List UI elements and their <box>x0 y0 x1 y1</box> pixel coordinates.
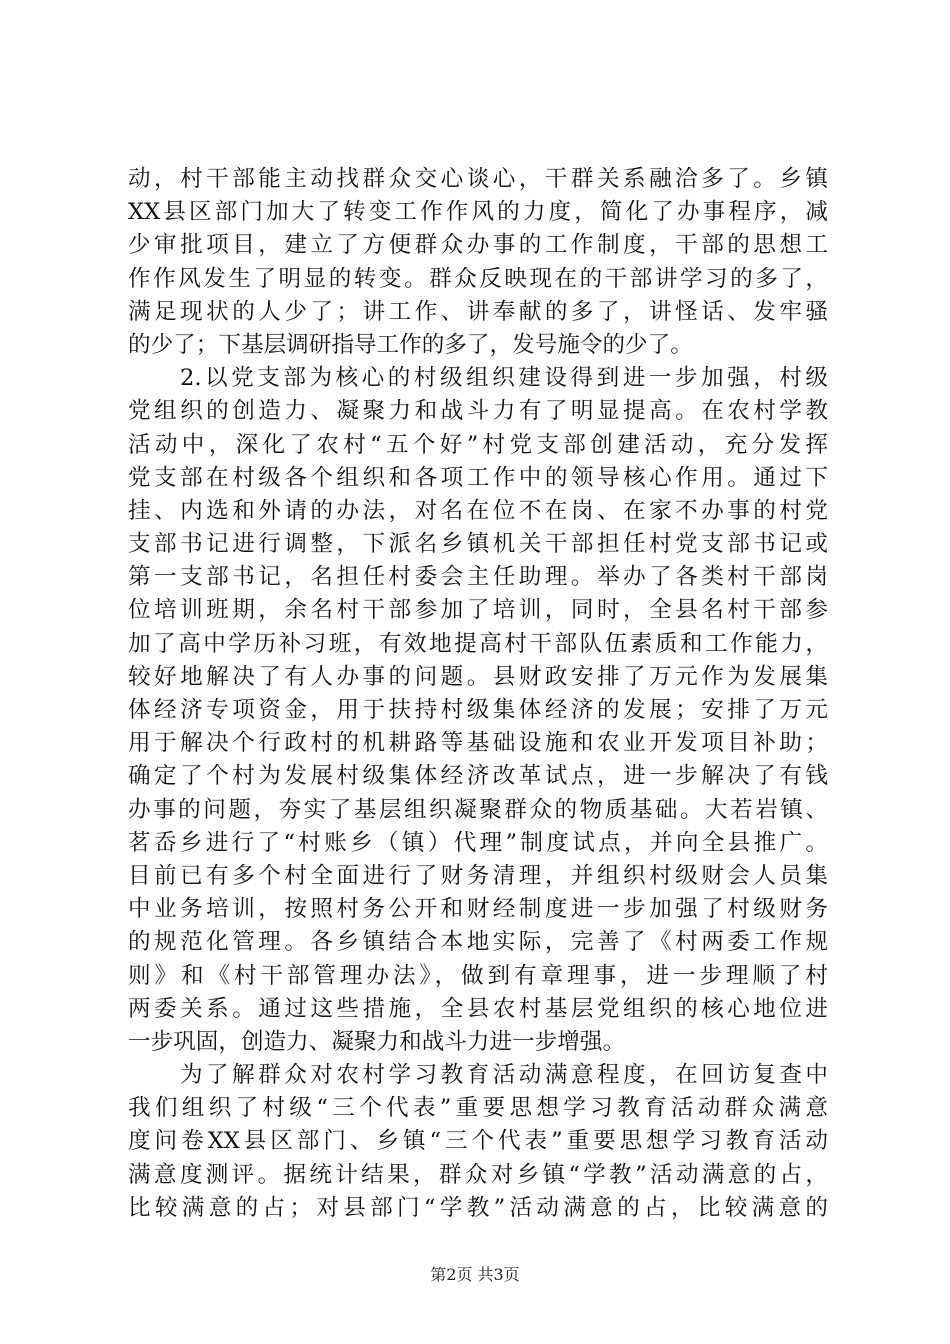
text-line: 活动中，深化了农村“五个好”村党支部创建活动，充分发挥 <box>128 431 828 458</box>
text-line: 加了高中学历补习班，有效地提高村干部队伍素质和工作能力， <box>128 630 828 657</box>
text-line: 2.以党支部为核心的村级组织建设得到进一步加强，村级 <box>180 365 828 392</box>
text-line: 体经济专项资金，用于扶持村级集体经济的发展；安排了万元 <box>128 697 828 723</box>
text-line: 比较满意的占；对县部门“学教”活动满意的占，比较满意的 <box>128 1194 828 1221</box>
text-line: XX县区部门加大了转变工作作风的力度，简化了办事程序，减 <box>128 199 828 226</box>
text-line: 满意度测评。据统计结果，群众对乡镇“学教”活动满意的占， <box>128 1161 828 1188</box>
page-footer: 第2页 共3页 <box>430 1265 520 1284</box>
document-body <box>128 163 828 1225</box>
text-line: 作作风发生了明显的转变。群众反映现在的干部讲学习的多了， <box>128 265 828 292</box>
text-line: 的规范化管理。各乡镇结合本地实际，完善了《村两委工作规 <box>128 929 828 956</box>
text-line: 较好地解决了有人办事的问题。县财政安排了万元作为发展集 <box>128 663 828 690</box>
text-line: 支部书记进行调整，下派名乡镇机关干部担任村党支部书记或 <box>128 531 828 558</box>
text-line: 党支部在村级各个组织和各项工作中的领导核心作用。通过下 <box>128 464 828 491</box>
text-line: 度问卷XX县区部门、乡镇“三个代表”重要思想学习教育活动 <box>128 1128 828 1155</box>
text-line: 为了解群众对农村学习教育活动满意程度，在回访复查中 <box>180 1062 828 1089</box>
text-line: 动，村干部能主动找群众交心谈心，干群关系融洽多了。乡镇 <box>128 166 828 192</box>
text-line: 位培训班期，余名村干部参加了培训，同时，全县名村干部参 <box>128 597 828 624</box>
text-line: 少审批项目，建立了方便群众办事的工作制度，干部的思想工 <box>128 232 828 259</box>
text-line: 茗岙乡进行了“村账乡（镇）代理”制度试点，并向全县推广。 <box>128 829 828 856</box>
text-line: 的少了；下基层调研指导工作的多了，发号施令的少了。 <box>128 331 693 358</box>
text-line: 目前已有多个村全面进行了财务清理，并组织村级财会人员集 <box>128 862 828 889</box>
text-line: 确定了个村为发展村级集体经济改革试点，进一步解决了有钱 <box>128 763 828 790</box>
text-line: 中业务培训，按照村务公开和财经制度进一步加强了村级财务 <box>128 896 828 923</box>
text-line: 第一支部书记，名担任村委会主任助理。举办了各类村干部岗 <box>128 564 828 591</box>
text-line: 一步巩固，创造力、凝聚力和战斗力进一步增强。 <box>128 1028 626 1055</box>
text-line: 党组织的创造力、凝聚力和战斗力有了明显提高。在农村学教 <box>128 398 828 425</box>
text-line: 则》和《村干部管理办法》，做到有章理事，进一步理顺了村 <box>128 962 828 989</box>
text-line: 满足现状的人少了；讲工作、讲奉献的多了，讲怪话、发牢骚 <box>128 298 828 325</box>
text-line: 挂、内选和外请的办法，对名在位不在岗、在家不办事的村党 <box>128 497 828 524</box>
text-line: 我们组织了村级“三个代表”重要思想学习教育活动群众满意 <box>128 1095 828 1122</box>
text-line: 两委关系。通过这些措施，全县农村基层党组织的核心地位进 <box>128 995 828 1022</box>
text-line: 办事的问题，夯实了基层组织凝聚群众的物质基础。大若岩镇、 <box>128 796 828 823</box>
text-line: 用于解决个行政村的机耕路等基础设施和农业开发项目补助； <box>128 730 828 757</box>
